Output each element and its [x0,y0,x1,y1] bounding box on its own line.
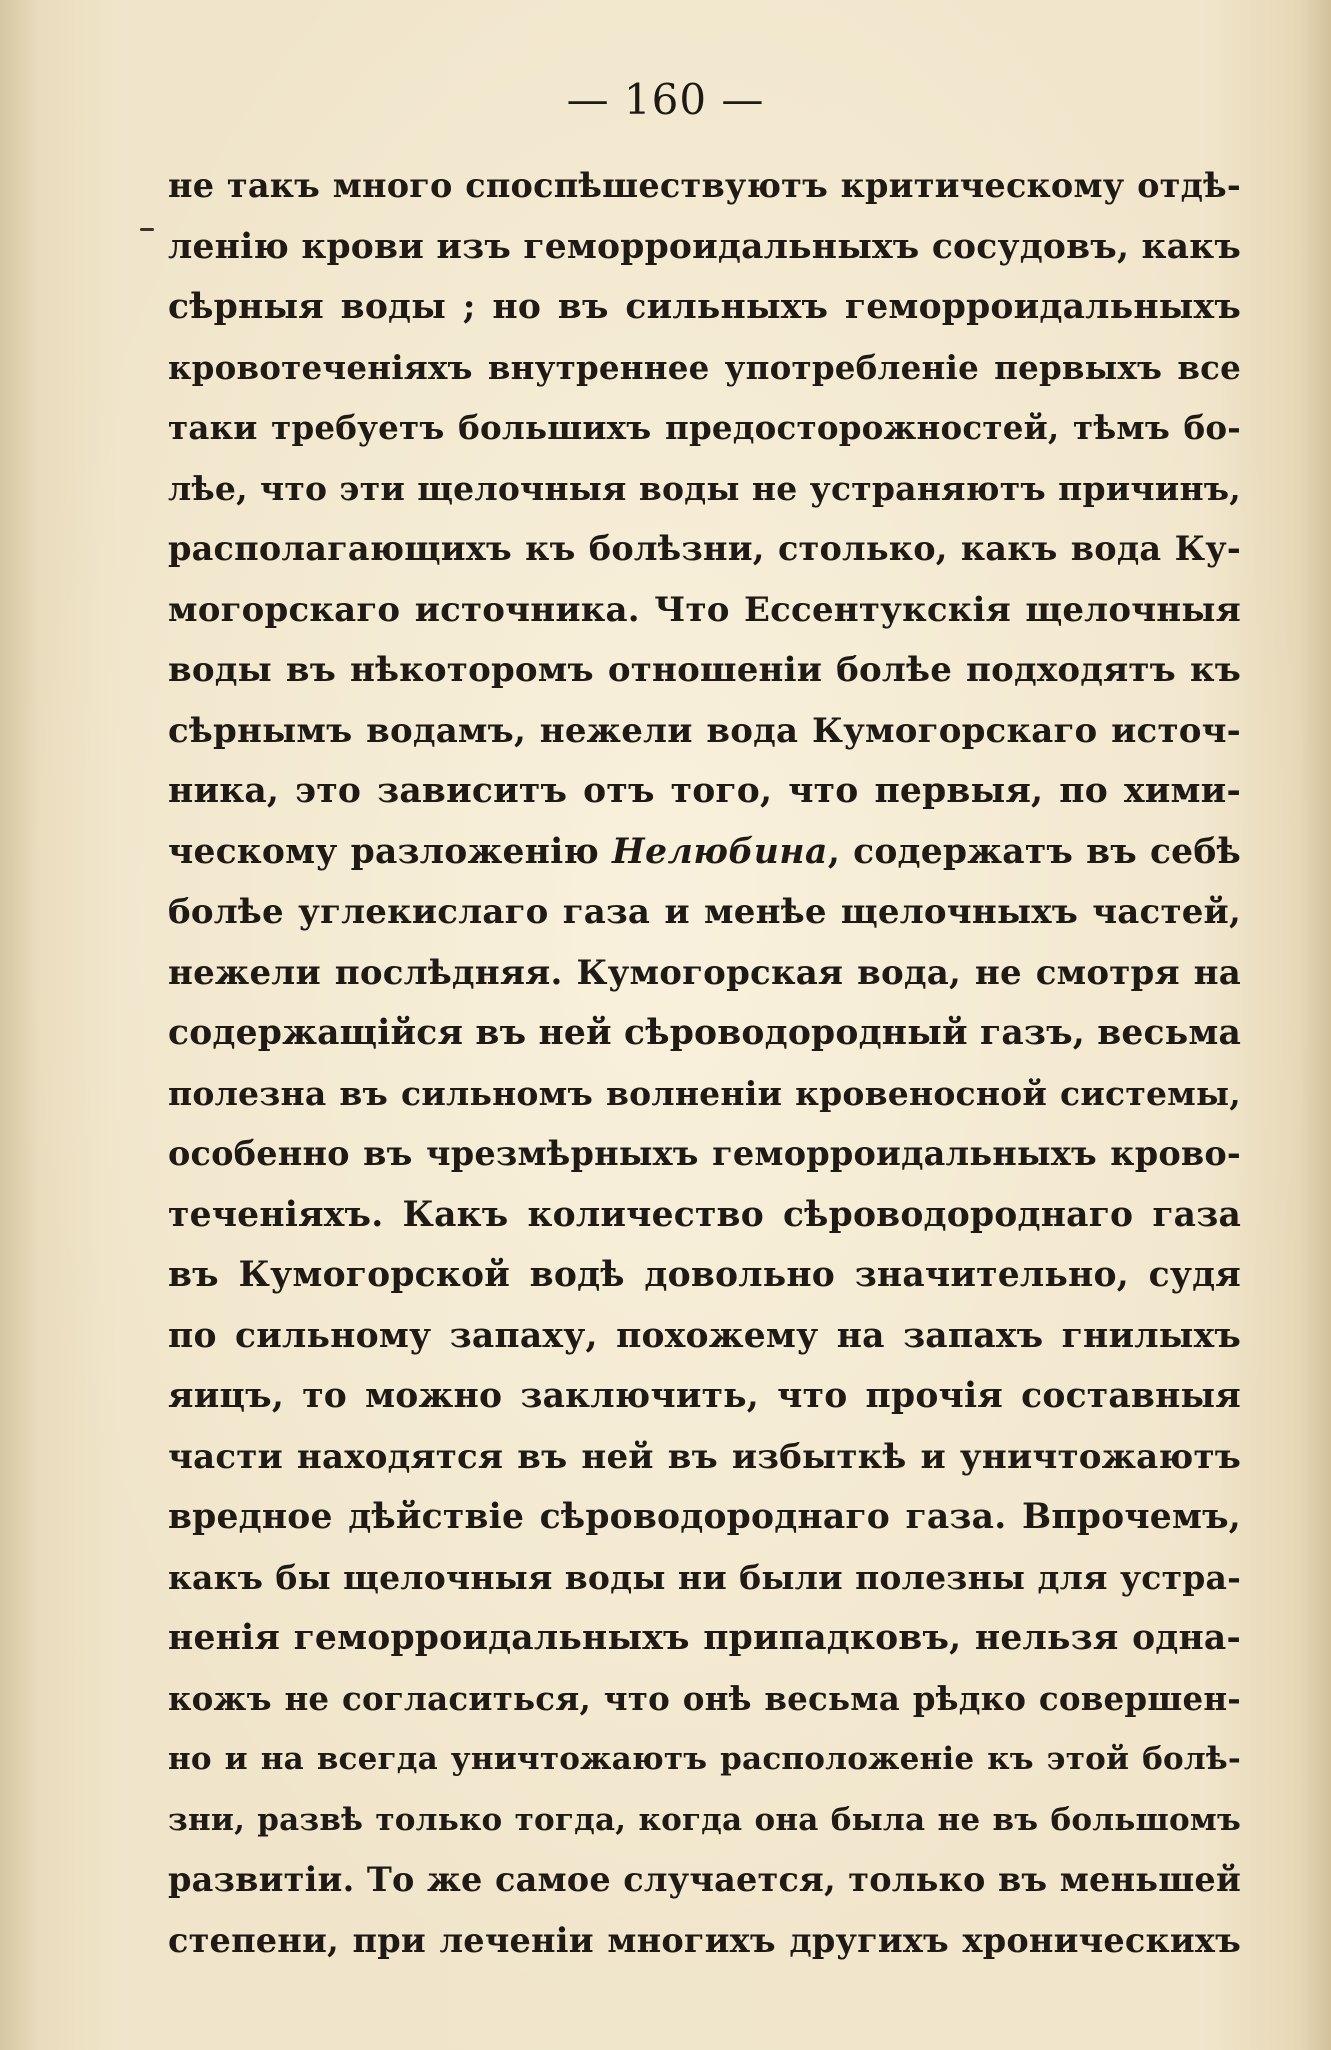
text-line: сѣрныя воды ; но въ сильныхъ геморроидальныхъ [168,287,1241,327]
body-text [168,156,1241,1971]
text-line: по сильному запаху, похожему на запахъ гнилыхъ [168,1315,1241,1356]
text-line: лѣе, что эти щелочныя воды не устраняютъ причинъ, [168,468,1241,508]
text-line: но и на всегда уничтожаютъ расположеніе къ этой болѣ- [168,1741,1241,1777]
text-line: содержащійся въ ней сѣроводородный газъ, весьма [168,1013,1241,1053]
text-line: не такъ много споспѣшествуютъ критическому отдѣ- [168,166,1241,205]
text-line [168,822,1241,883]
text-line: кровотеченіяхъ внутреннее употребленіе первыхъ все [168,347,1241,387]
text-line: вредное дѣйствіе сѣроводороднаго газа. Впрочемъ, [168,1497,1241,1537]
text-line: могорскаго источника. Что Ессентукскія щелочныя [168,589,1241,630]
text-line-part: , содержатъ въ себѣ [827,831,1241,872]
text-line: яицъ, то можно заключить, что прочія составныя [168,1376,1241,1416]
text-line: воды въ нѣкоторомъ отношеніи болѣе подходятъ къ [168,650,1241,690]
text-line: ника, это зависитъ отъ того, что первыя, по хими- [168,771,1241,811]
text-line: ненія геморроидальныхъ припадковъ, нельзя одна- [168,1618,1241,1658]
text-line: кожъ не согласиться, что онѣ весьма рѣдко совершен- [168,1678,1241,1718]
text-line: ленію крови изъ геморроидальныхъ сосудовъ, какъ [168,226,1241,267]
text-line: части находятся въ ней въ избыткѣ и уничтожаютъ [168,1436,1241,1477]
text-line: болѣе углекислаго газа и менѣе щелочныхъ частей, [168,892,1241,932]
text-line: въ Кумогорской водѣ довольно значительно, судя [168,1255,1241,1295]
text-line-part: ческому разложенію [168,831,613,872]
text-line: теченіяхъ. Какъ количество сѣроводороднаго газа [168,1194,1241,1235]
text-line: сѣрнымъ водамъ, нежели вода Кумогорскаго источ- [168,710,1241,751]
page-number: — 160 — [566,75,765,124]
text-line: степени, при леченіи многихъ другихъ хроническихъ [168,1920,1241,1960]
text-line: располагающихъ къ болѣзни, столько, какъ вода Ку- [168,529,1241,568]
author-name-italic: Нелюбина [612,831,828,872]
text-line: полезна въ сильномъ волненіи кровеносной системы, [168,1073,1241,1113]
text-line: нежели послѣдняя. Кумогорская вода, не смотря на [168,952,1241,993]
text-line: особенно въ чрезмѣрныхъ геморроидальныхъ крово- [168,1134,1241,1173]
text-line: какъ бы щелочныя воды ни были полезны для устра- [168,1557,1241,1597]
margin-mark [140,228,154,231]
text-line: развитіи. То же самое случается, только въ меньшей [168,1860,1241,1899]
text-line: таки требуетъ большихъ предосторожностей, тѣмъ бо- [168,408,1241,447]
text-line: зни, развѣ только тогда, когда она была не въ большомъ [168,1801,1241,1838]
